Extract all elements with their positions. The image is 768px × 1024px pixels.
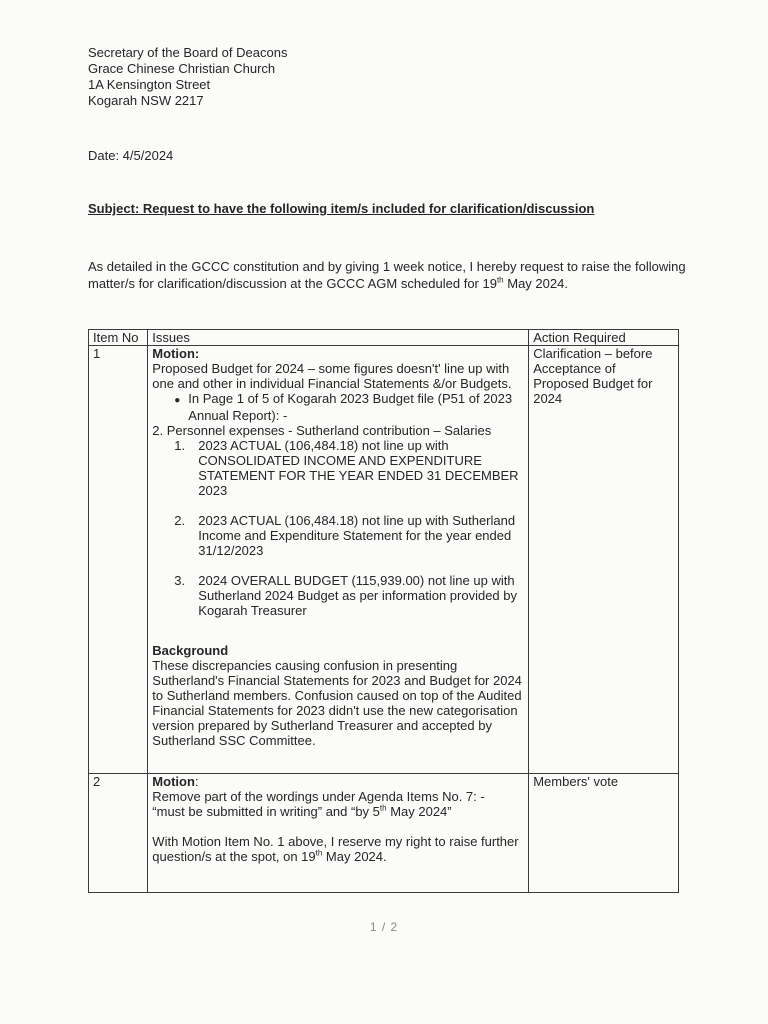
table-row [89, 346, 679, 774]
motion-colon: : [194, 774, 199, 789]
bullet-dot-icon: ● [174, 395, 181, 406]
point-text: 2023 ACTUAL (106,484.18) not line up with Sutherland Income and Expenditure Statement for the year ended 31/12/2023 [198, 513, 516, 558]
bullet-text: In Page 1 of 5 of Kogarah 2023 Budget file (P51 of 2023 Annual Report): - [188, 391, 513, 423]
motion-text-part: “must be submitted in writing” and “by 5 [152, 804, 380, 819]
motion-text-part: May 2024” [386, 804, 452, 819]
header-item-no: Item No [89, 330, 148, 346]
superscript: th [379, 803, 387, 813]
superscript: th [315, 848, 323, 858]
background-label: Background [152, 643, 229, 658]
subheading: 2. Personnel expenses - Sutherland contribution – Salaries [152, 423, 492, 438]
item-number: 1 [89, 346, 148, 774]
address-line: Kogarah NSW 2217 [88, 93, 204, 108]
motion-text: Proposed Budget for 2024 – some figures doesn't' line up with one and other in individual Financial Statements &/or Budgets. [152, 361, 512, 391]
item-number: 2 [89, 774, 148, 893]
address-line: 1A Kensington Street [88, 77, 211, 92]
intro-text-end: May 2024. [503, 276, 568, 291]
bullet-item [152, 391, 524, 423]
numbered-point [152, 438, 524, 498]
letter-date: Date: 4/5/2024 [88, 148, 174, 163]
action-cell: Clarification – before Acceptance of Proposed Budget for 2024 [529, 346, 679, 774]
motion-text: Remove part of the wordings under Agenda Items No. 7: - [152, 789, 485, 804]
motion-text [152, 804, 524, 819]
issue-cell [148, 774, 529, 893]
motion-label: Motion: [152, 346, 200, 361]
text-part: May 2024. [322, 849, 387, 864]
address-line: Secretary of the Board of Deacons [88, 45, 288, 60]
point-text: 2024 OVERALL BUDGET (115,939.00) not line up with Sutherland 2024 Budget as per information provided by Kogarah Treasurer [198, 573, 518, 618]
issues-table [88, 329, 679, 893]
numbered-point [152, 573, 524, 618]
header-action: Action Required [529, 330, 679, 346]
intro-paragraph [88, 258, 688, 292]
header-issues: Issues [148, 330, 529, 346]
point-text: 2023 ACTUAL (106,484.18) not line up with CONSOLIDATED INCOME AND EXPENDITURE STATEMENT FOR THE YEAR ENDED 31 DECEMBER 2023 [198, 438, 519, 498]
letter-subject: Subject: Request to have the following item/s included for clarification/discussion [88, 201, 595, 216]
motion-label: Motion [152, 774, 195, 789]
text-part: With Motion Item No. 1 above, I reserve my right to raise further question/s at the spot, on 19 [152, 834, 519, 864]
intro-superscript: th [496, 275, 504, 285]
page-number: 1 / 2 [369, 920, 399, 934]
reserve-right-text [152, 834, 524, 864]
numbered-point [152, 513, 524, 558]
point-number: 3. [174, 573, 186, 588]
intro-text: As detailed in the GCCC constitution and by giving 1 week notice, I hereby request to raise the following matter/s for clarification/discussion at the GCCC AGM scheduled for 19 [88, 259, 686, 291]
point-number: 1. [174, 438, 186, 453]
background-text: These discrepancies causing confusion in presenting Sutherland's Financial Statements for 2023 and Budget for 2024 to Sutherland members. Confusion caused on top of the Audited Financial Statements for 2023 didn't use the new categorisation version prepared by Sutherland Treasurer and accepted by Sutherland SSC Committee. [152, 658, 522, 748]
action-cell: Members' vote [529, 774, 679, 893]
issue-cell [148, 346, 529, 774]
table-header-row [89, 330, 679, 346]
point-number: 2. [174, 513, 186, 528]
recipient-address [88, 45, 287, 109]
address-line: Grace Chinese Christian Church [88, 61, 276, 76]
table-row [89, 774, 679, 893]
